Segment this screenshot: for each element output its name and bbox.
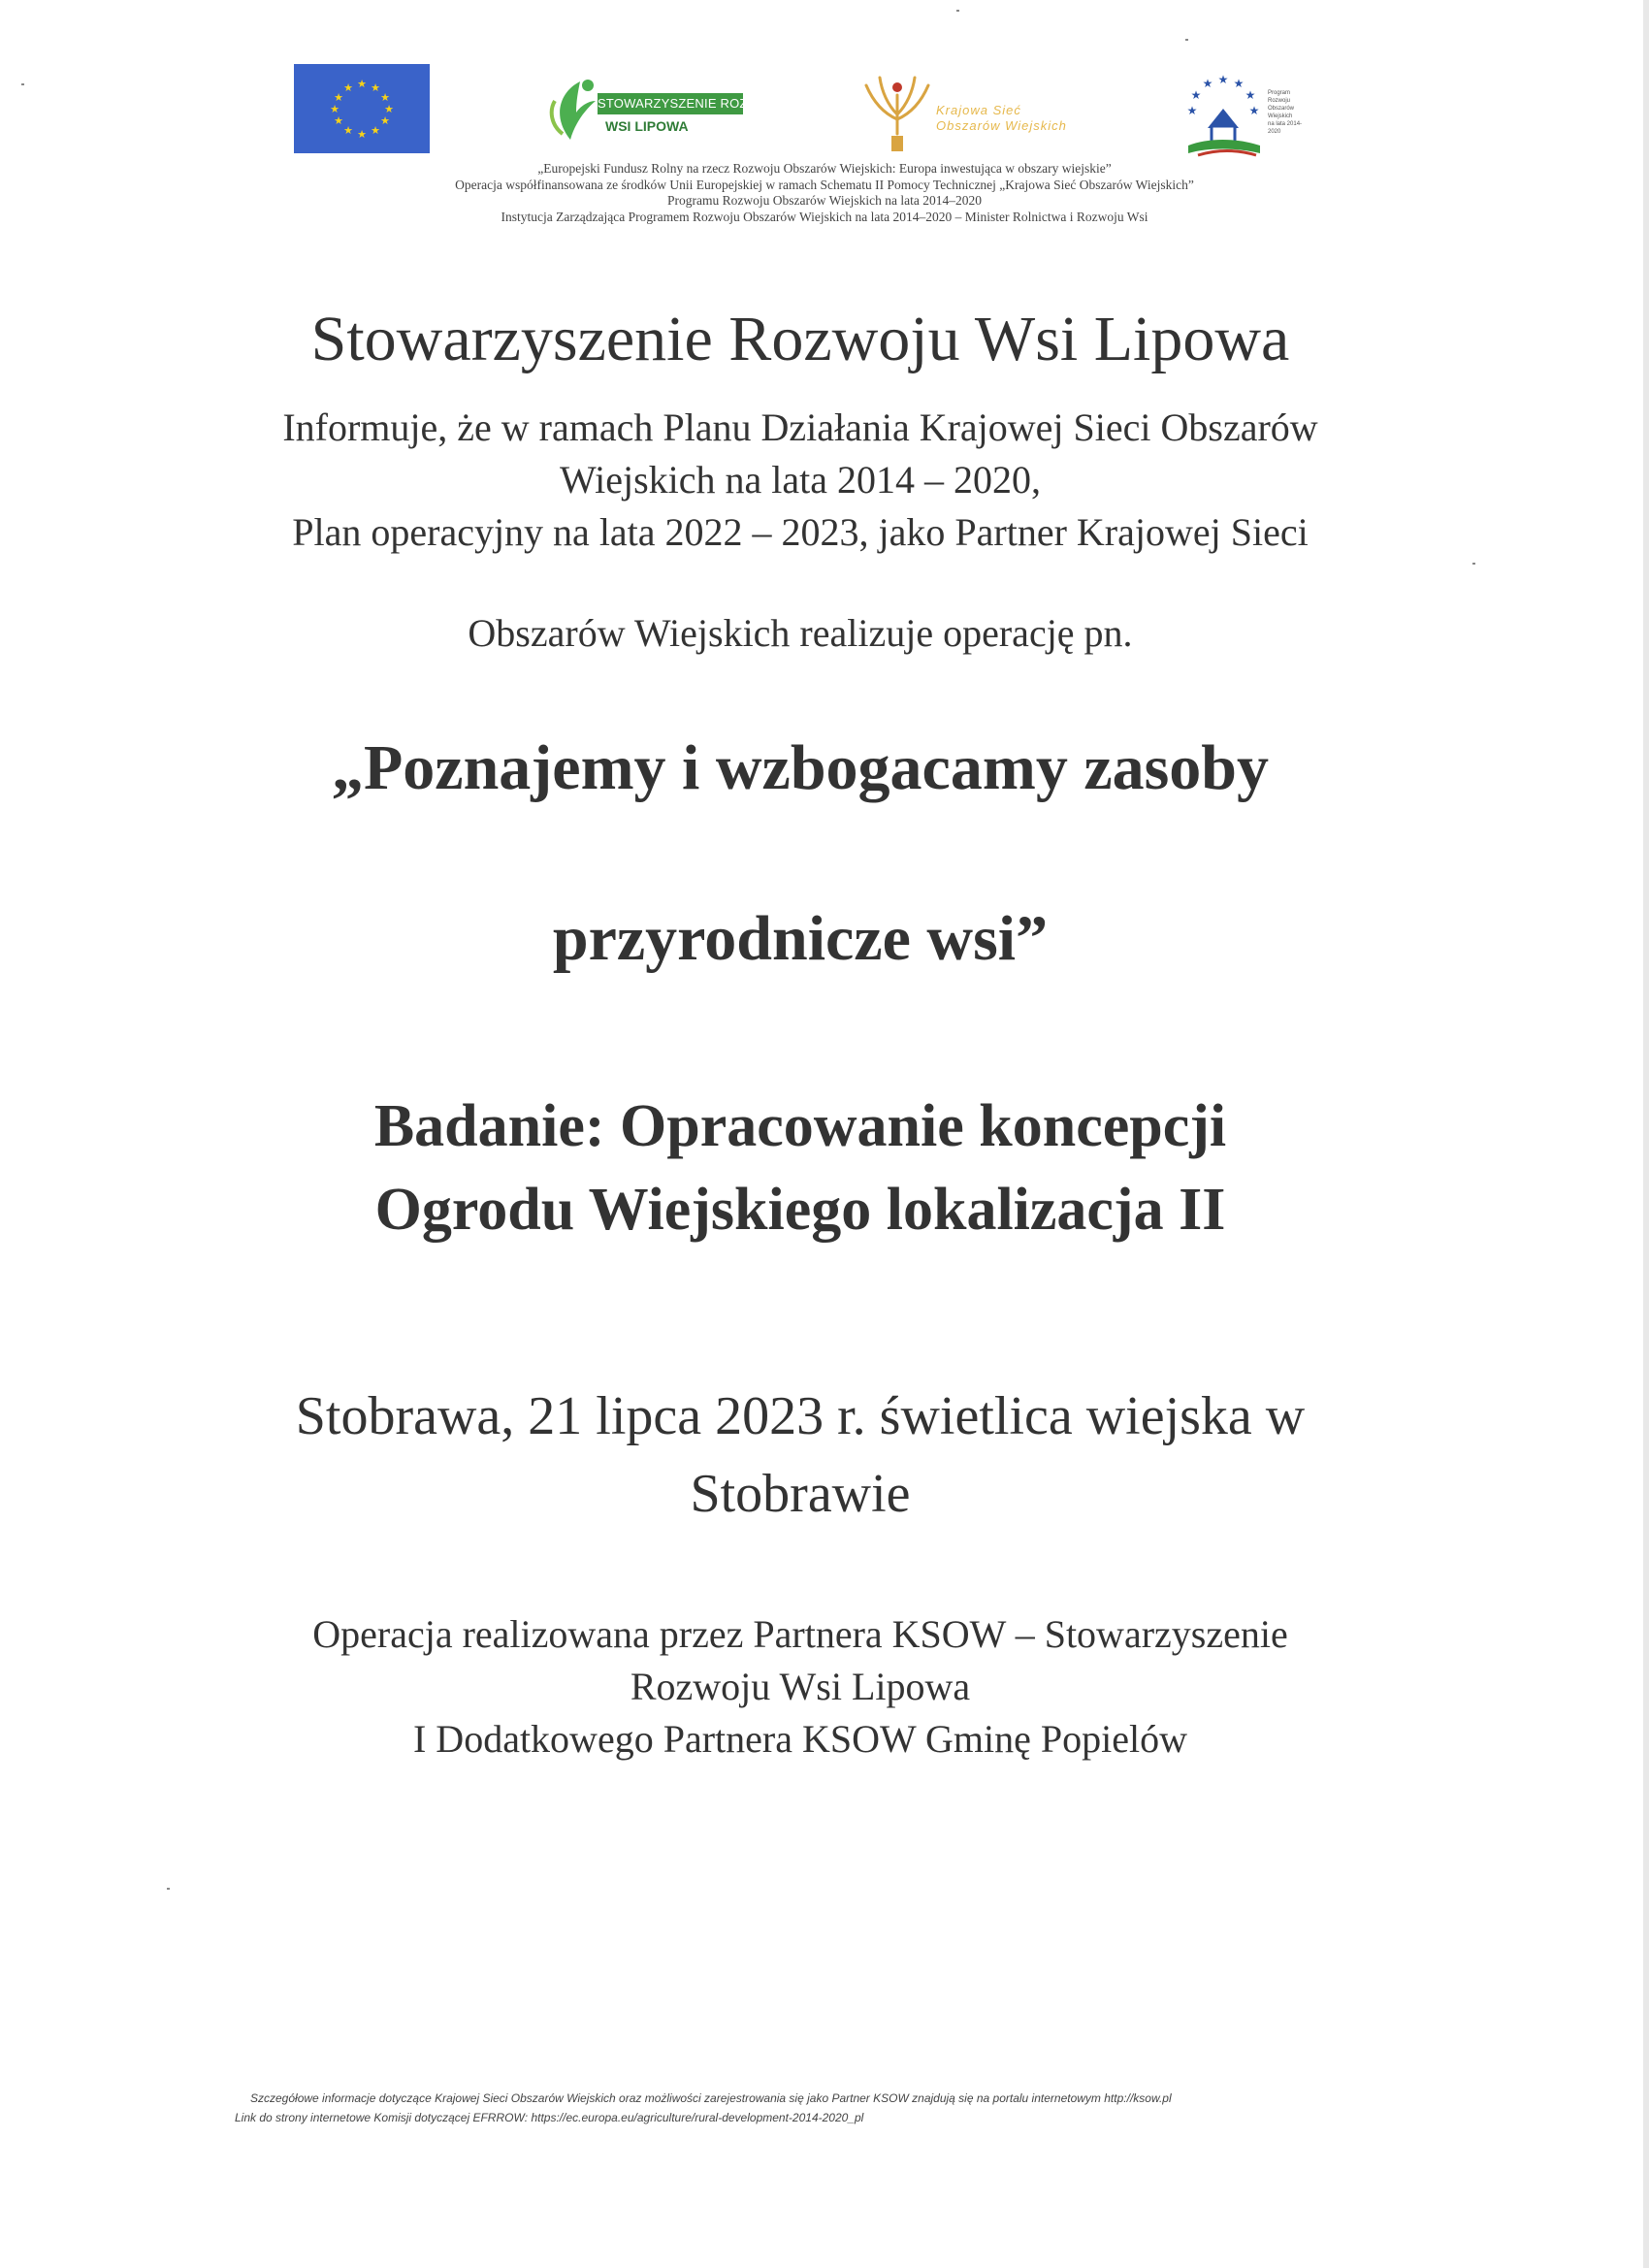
scan-edge: [1643, 0, 1649, 2268]
event-line2: Stobrawie: [690, 1464, 911, 1524]
study-line1: Badanie: Opracowanie koncepcji: [373, 1093, 1227, 1159]
event-line1: Stobrawa, 21 lipca 2023 r. świetlica wiejska w: [295, 1386, 1306, 1446]
prow-line: Rozwoju: [1268, 98, 1291, 104]
people-hands-icon: [858, 66, 936, 155]
svg-text:★: ★: [343, 124, 353, 137]
intro-line: Wiejskich na lata 2014 – 2020,: [559, 458, 1042, 502]
funding-line: „Europejski Fundusz Rolny na rzecz Rozwoju Obszarów Wiejskich: Europa inwestująca w obszary wiejskie”: [537, 161, 1112, 176]
scan-speck: [1185, 39, 1188, 41]
funding-line: Instytucja Zarządzająca Programem Rozwoju Obszarów Wiejskich na lata 2014–2020 – Minister Rolnictwa i Rozwoju Wsi: [501, 209, 1148, 224]
prow-line: na lata 2014-2020: [1268, 121, 1303, 135]
scan-speck: [956, 10, 959, 12]
funding-line: Programu Rozwoju Obszarów Wiejskich na lata 2014–2020: [667, 193, 982, 209]
prow-logo-text: [1268, 89, 1314, 136]
association-name-top: STOWARZYSZENIE ROZWOJU: [598, 93, 743, 114]
svg-text:★: ★: [1233, 77, 1245, 90]
operator-statement: [146, 1608, 1455, 1766]
operator-line: I Dodatkowego Partnera KSOW Gminę Popielów: [412, 1717, 1187, 1761]
svg-text:★: ★: [1245, 88, 1256, 102]
svg-text:★: ★: [380, 91, 390, 104]
ksow-line1: Krajowa Sieć: [936, 103, 1021, 117]
svg-text:★: ★: [334, 91, 343, 104]
ksow-line2: Obszarów Wiejskich: [936, 118, 1067, 133]
logo-strip: [0, 60, 1649, 157]
footer-efrrow-link: Link do strony internetowe Komisji dotyczącej EFRROW: https://ec.europa.eu/agriculture/rural-development-2014-2020_pl: [235, 2111, 864, 2124]
study-title: [146, 1085, 1455, 1251]
operation-title-line1: „Poznajemy i wzbogacamy zasoby: [331, 732, 1270, 803]
association-logo: [541, 72, 786, 153]
svg-text:★: ★: [384, 103, 394, 115]
intro-tail: Obszarów Wiejskich realizuje operację pn.: [468, 611, 1133, 655]
svg-text:★: ★: [371, 81, 380, 94]
association-name-bottom: WSI LIPOWA: [605, 118, 689, 134]
event-details: [146, 1377, 1455, 1533]
ksow-logo: [858, 66, 1101, 155]
funding-line: Operacja współfinansowana ze środków Unii Europejskiej w ramach Schematu II Pomocy Technicznej „Krajowa Sieć Obszarów Wiejskich”: [455, 177, 1194, 192]
ksow-logo-text: [936, 103, 1101, 134]
stars-house-icon: [1179, 70, 1268, 161]
svg-text:★: ★: [357, 78, 367, 90]
organization-title: Stowarzyszenie Rozwoju Wsi Lipowa: [310, 304, 1290, 374]
intro-line: Informuje, że w ramach Planu Działania Krajowej Sieci Obszarów: [282, 405, 1318, 449]
prow-line: Obszarów: [1268, 106, 1295, 112]
leaf-icon: [541, 72, 599, 153]
svg-text:★: ★: [1248, 104, 1260, 117]
funding-statement: [242, 161, 1406, 225]
prow-line: Program: [1268, 90, 1291, 96]
svg-text:★: ★: [343, 81, 353, 94]
prow-line: Wiejskich: [1268, 113, 1293, 119]
eu-flag-icon: [294, 64, 430, 153]
scan-speck: [1472, 563, 1475, 565]
svg-text:★: ★: [380, 114, 390, 127]
footer-ksow-info: Szczegółowe informacje dotyczące Krajowej Sieci Obszarów Wiejskich oraz możliwości zarejestrowania się jako Partner KSOW znajdują się na portalu internetowym http://ksow.pl: [250, 2091, 1172, 2105]
operation-title-line2: przyrodnicze wsi”: [552, 903, 1049, 974]
svg-text:★: ★: [371, 124, 380, 137]
svg-text:★: ★: [1190, 88, 1202, 102]
study-line2: Ogrodu Wiejskiego lokalizacja II: [374, 1177, 1226, 1243]
svg-text:★: ★: [330, 103, 340, 115]
scan-speck: [21, 83, 24, 85]
operator-line: Operacja realizowana przez Partnera KSOW – Stowarzyszenie: [312, 1612, 1288, 1656]
intro-paragraph: [146, 402, 1455, 559]
operator-line: Rozwoju Wsi Lipowa: [630, 1665, 971, 1708]
svg-text:★: ★: [357, 128, 367, 141]
svg-text:★: ★: [334, 114, 343, 127]
svg-text:★: ★: [1217, 73, 1229, 86]
svg-text:★: ★: [1186, 104, 1198, 117]
scan-speck: [167, 1888, 170, 1890]
svg-text:★: ★: [1202, 77, 1213, 90]
intro-line: Plan operacyjny na lata 2022 – 2023, jako Partner Krajowej Sieci: [292, 510, 1309, 554]
prow-logo: [1179, 70, 1314, 161]
